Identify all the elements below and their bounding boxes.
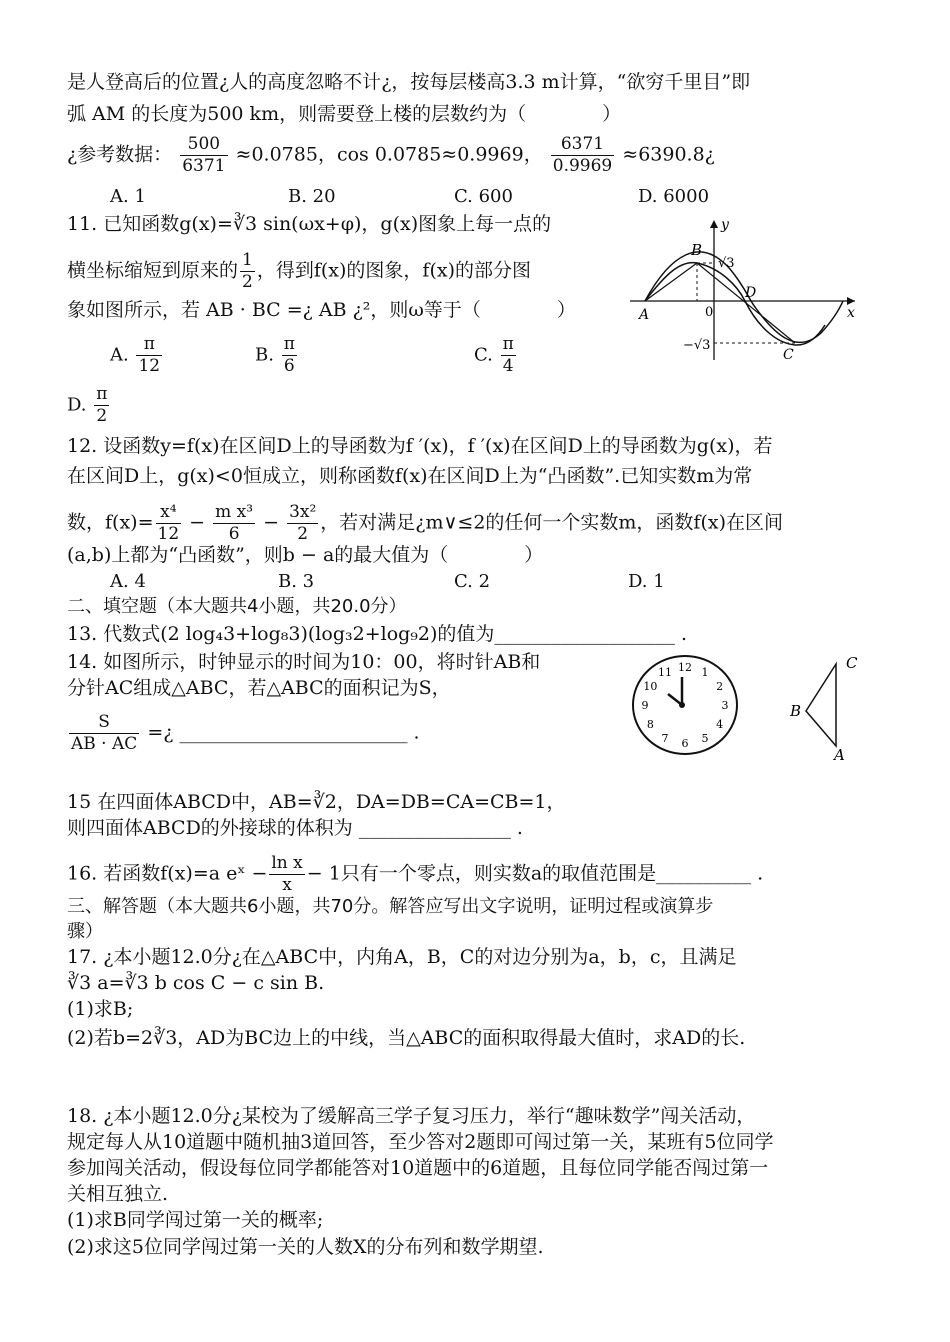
q11-option-a: A. $\frac{\pi}{12}$	[110, 334, 161, 376]
ref-value-2: ≈6390.8¿	[622, 143, 715, 166]
q12-line-1: 12. 设函数y=f(x)在区间D上的导函数为f ′(x)，f ′(x)在区间D上的导函数为g(x)，若	[67, 435, 773, 457]
q11-line-1: 11. 已知函数g(x)=∛3 sin(ωx+φ)，g(x)图象上每一点的	[67, 213, 552, 235]
q17-part-1: (1)求B;	[67, 998, 134, 1020]
q12-option-d: D. 1	[628, 571, 665, 592]
q10-option-d: D. 6000	[638, 186, 710, 207]
q15-line-2: 则四面体ABCD的外接球的体积为 ________________ .	[67, 817, 523, 839]
q11-option-d: D. $\frac{\pi}{2}$	[67, 384, 108, 426]
tri-label-b: B	[790, 702, 802, 720]
ref-fraction-1: $\frac{500}{6371}$	[182, 134, 226, 176]
section-2-heading: 二、填空题（本大题共4小题，共20.0分）	[67, 596, 407, 617]
section-3-heading-line-1: 三、解答题（本大题共6小题，共70分。解答应写出文字说明，证明过程或演算步	[67, 896, 714, 917]
label-c: C	[783, 347, 794, 363]
q10-line-1: 是人登高后的位置¿人的高度忽略不计¿，按每层楼高3.3 m计算，“欲穷千里目”即	[67, 71, 751, 93]
q17-line-2: ∛3 a=∛3 b cos C − c sin B.	[67, 972, 325, 994]
q18-line-2: 规定每人从10道题中随机抽3道回答，至少答对2题即可闯过第一关，某班有5位同学	[67, 1131, 774, 1153]
q17-part-2: (2)若b=2∛3，AD为BC边上的中线，当△ABC的面积取得最大值时，求AD的长.	[67, 1027, 746, 1049]
label-origin: 0	[705, 305, 714, 320]
q18-part-1: (1)求B同学闯过第一关的概率;	[67, 1209, 324, 1231]
q18-line-1: 18. ¿本小题12.0分¿某校为了缓解高三学子复习压力，举行“趣味数学”闯关活动，	[67, 1105, 756, 1127]
clock-number-6: 6	[681, 737, 689, 750]
label-d: D	[745, 285, 757, 301]
triangle-figure	[784, 650, 874, 765]
clock-figure	[630, 655, 746, 761]
q14-line-1: 14. 如图所示，时钟显示的时间为10：00，将时针AB和	[67, 651, 541, 673]
q17-line-1: 17. ¿本小题12.0分¿在△ABC中，内角A，B，C的对边分别为a，b，c，且满足	[67, 946, 737, 968]
section-3-heading-line-2: 骤）	[67, 921, 103, 942]
q14-fraction: $\frac{S}{AB \cdot AC}$	[71, 712, 138, 754]
ref-prefix: ¿参考数据：	[67, 143, 173, 166]
q12-option-a: A. 4	[110, 571, 146, 592]
label-a: A	[639, 307, 650, 323]
q16-fraction: $\frac{\text{ln x}}{x}$	[271, 853, 303, 895]
segment-bc	[697, 263, 795, 343]
clock-number-7: 7	[661, 731, 669, 745]
q10-option-c: C. 600	[454, 186, 513, 207]
clock-number-11: 11	[658, 666, 672, 680]
q12-frac-1: $\frac{\text{x⁴}}{12}$	[157, 502, 180, 544]
q14-line-2: 分针AC组成△ABC，若△ABC的面积记为S，	[67, 677, 451, 699]
label-neg-root3: −√3	[683, 338, 711, 353]
ref-value-1: ≈0.0785，cos 0.0785≈0.9969，	[235, 143, 543, 166]
clock-number-2: 2	[716, 680, 724, 693]
tri-label-a: A	[834, 746, 845, 764]
clock-number-10: 10	[643, 680, 658, 693]
q12-frac-2: $\frac{\text{m x³}}{6}$	[215, 502, 254, 544]
ref-fraction-2: $\frac{6371}{0.9969}$	[552, 134, 613, 176]
q15-line-1: 15 在四面体ABCD中，AB=∛2，DA=DB=CA=CB=1，	[67, 791, 566, 813]
q14-line-3	[67, 712, 420, 755]
q14-answer-blank: =¿ ________________________ .	[147, 721, 420, 744]
q12-option-c: C. 2	[454, 571, 491, 592]
clock-number-5: 5	[701, 731, 709, 745]
q18-line-3: 参加闯关活动，假设每位同学都能答对10道题中的6道题，且每位同学能否闯过第一	[67, 1157, 769, 1179]
q11-half-fraction: $\frac{1}{2}$	[242, 250, 253, 292]
q11-option-b: B. $\frac{\pi}{6}$	[255, 334, 295, 376]
clock-number-12: 12	[678, 661, 692, 674]
q12-line-3: 数，f(x)= $\frac{\text{x⁴}}{12}$ − $\frac{\text{m x³}}{6}$ − $\frac{\text{3x²}}{2}$ ，若对满足¿m∨≤2的任何一个实数m，函数f(x)在区间	[67, 502, 784, 544]
q12-line-4: (a,b)上都为“凸函数”，则b − a的最大值为（ ）	[67, 544, 544, 566]
label-x: x	[847, 305, 855, 321]
clock-number-3: 3	[721, 699, 729, 712]
q12-line-2: 在区间D上，g(x)<0恒成立，则称函数f(x)在区间D上为“凸函数”.已知实数m为常	[67, 465, 753, 487]
tri-label-c: C	[846, 654, 858, 672]
q13: 13. 代数式(2 log₄3+log₈3)(log₃2+log₉2)的值为___________________ .	[67, 623, 687, 645]
triangle-abc	[806, 664, 836, 746]
q18-part-2: (2)求这5位同学闯过第一关的人数X的分布列和数学期望.	[67, 1236, 544, 1258]
q11-line-3: 象如图所示，若 AB · BC =¿ AB ¿²，则ω等于（ ）	[67, 299, 576, 321]
q11-option-c: C. $\frac{\pi}{4}$	[474, 334, 514, 376]
clock-number-4: 4	[716, 718, 724, 731]
clock-number-1: 1	[701, 666, 709, 680]
clock-number-9: 9	[641, 699, 649, 712]
q10-line-2: 弧 AM 的长度为500 km，则需要登上楼的层数约为（ ）	[67, 103, 622, 125]
q16: 16. 若函数f(x)=a eˣ − $\frac{\text{ln x}}{x}$ − 1只有一个零点，则实数a的取值范围是__________ .	[67, 853, 764, 895]
q10-option-b: B. 20	[288, 186, 336, 207]
sine-graph-figure	[625, 215, 865, 365]
curve-g	[645, 252, 843, 342]
q18-line-4: 关相互独立.	[67, 1183, 169, 1205]
q10-option-a: A. 1	[110, 186, 146, 207]
segment-ab	[645, 263, 697, 301]
q12-frac-3: $\frac{\text{3x²}}{2}$	[289, 502, 317, 544]
clock-center	[679, 702, 685, 708]
label-root3: √3	[718, 256, 735, 271]
label-y: y	[721, 217, 729, 233]
clock-number-8: 8	[646, 718, 654, 731]
label-b: B	[691, 241, 703, 259]
q12-option-b: B. 3	[278, 571, 315, 592]
q11-line-2: 横坐标缩短到原来的 $\frac{1}{2}$ ，得到f(x)的图象，f(x)的部分图	[67, 250, 531, 292]
q10-reference-data	[67, 134, 715, 177]
